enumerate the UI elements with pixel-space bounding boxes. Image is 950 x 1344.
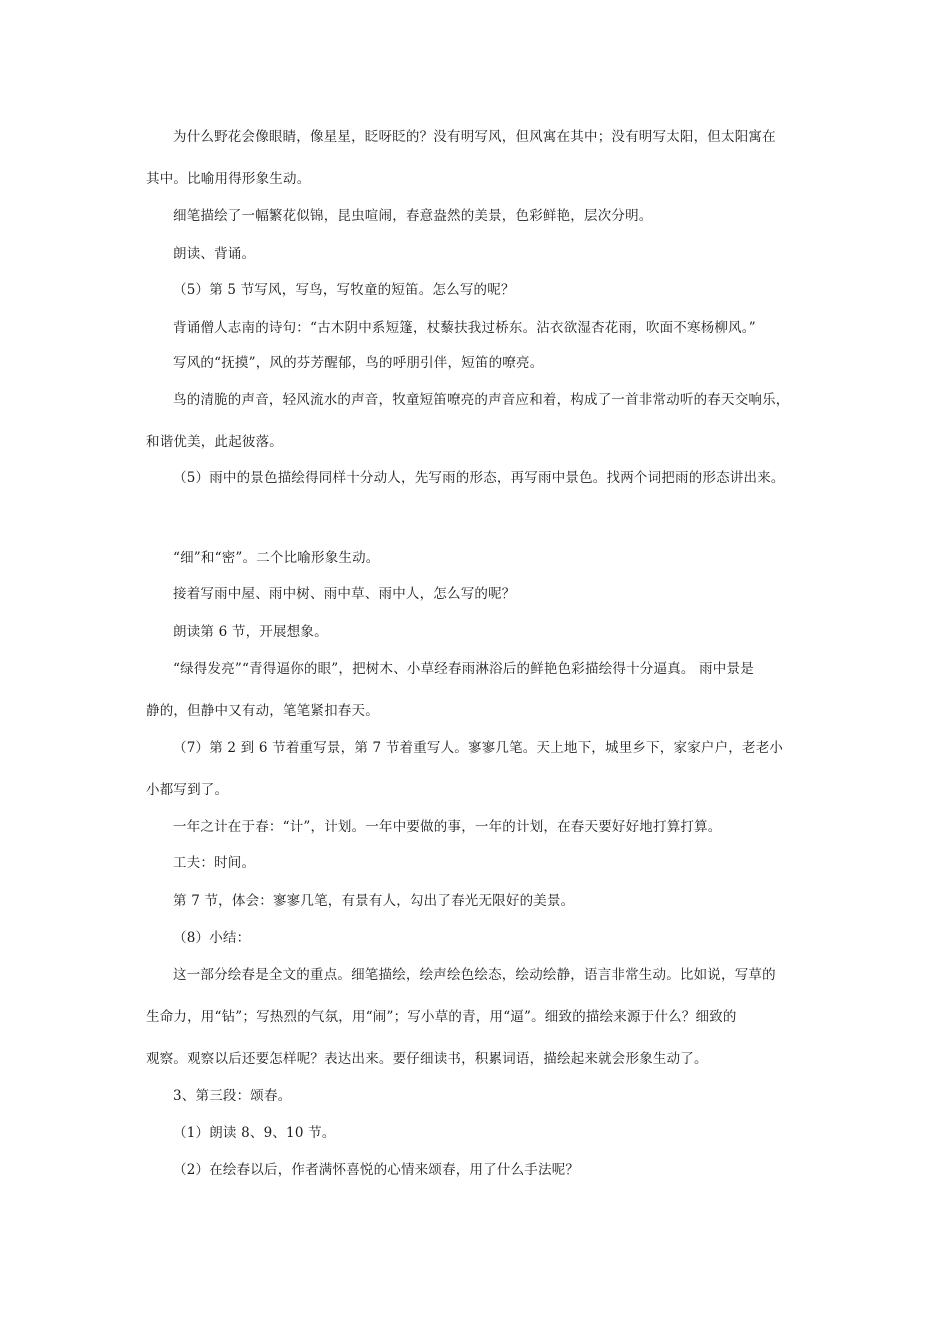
- paragraph-line: “细”和“密”。二个比喻形象生动。: [173, 550, 380, 566]
- paragraph-line: “绿得发亮”“青得逼你的眼”，把树木、小草经春雨淋浴后的鲜艳色彩描绘得十分逼真。 雨中景是: [173, 661, 754, 677]
- paragraph-line: 第 7 节，体会：寥寥几笔，有景有人，勾出了春光无限好的美景。: [173, 893, 575, 909]
- paragraph-line: 工夫：时间。: [173, 855, 256, 871]
- paragraph-line: 朗读第 6 节，开展想象。: [173, 624, 328, 640]
- paragraph-line: 静的，但静中又有动，笔笔紧扣春天。: [146, 703, 379, 719]
- paragraph-line: 接着写雨中屋、雨中树、雨中草、雨中人，怎么写的呢？: [173, 586, 516, 602]
- paragraph-line: 这一部分绘春是全文的重点。细笔描绘，绘声绘色绘态，绘动绘静，语言非常生动。比如说，写草的: [173, 967, 776, 983]
- paragraph-line: （7）第 2 到 6 节着重写景，第 7 节着重写人。寥寥几笔。天上地下，城里乡下，家家户户，老老小: [173, 740, 784, 756]
- paragraph-line: 鸟的清脆的声音，轻风流水的声音，牧童短笛嘹亮的声音应和着，构成了一首非常动听的春天交响乐，: [173, 392, 790, 408]
- paragraph-line: 其中。比喻用得形象生动。: [146, 171, 311, 187]
- paragraph-line: 一年之计在于春：“计”，计划。一年中要做的事，一年的计划，在春天要好好地打算打算。: [173, 819, 722, 835]
- paragraph-line: 观察。观察以后还要怎样呢？表达出来。要仔细读书，积累词语，描绘起来就会形象生动了。: [146, 1051, 708, 1067]
- paragraph-line: 写风的“抚摸”，风的芬芳醒郁，鸟的呼朋引伴，短笛的嘹亮。: [173, 355, 544, 371]
- paragraph-line: 细笔描绘了一幅繁花似锦，昆虫喧闹，春意盎然的美景，色彩鲜艳，层次分明。: [173, 208, 653, 224]
- paragraph-line: （1）朗读 8、9、10 节。: [173, 1125, 336, 1141]
- paragraph-line: 生命力，用“钻”；写热烈的气氛，用“闹”；写小草的青，用“逼”。细致的描绘来源于什么？细致的: [146, 1009, 737, 1025]
- paragraph-line: 为什么野花会像眼睛，像星星，眨呀眨的？没有明写风，但风寓在其中；没有明写太阳，但太阳寓在: [173, 129, 776, 145]
- paragraph-line: 朗读、背诵。: [173, 246, 256, 262]
- paragraph-line: （2）在绘春以后，作者满怀喜悦的心情来颂春，用了什么手法呢？: [173, 1162, 580, 1178]
- paragraph-line: 3、第三段：颂春。: [173, 1088, 292, 1104]
- paragraph-line: （8）小结：: [173, 930, 251, 946]
- paragraph-line: （5）第 5 节写风，写鸟，写牧童的短笛。怎么写的呢？: [173, 282, 515, 298]
- paragraph-line: 小都写到了。: [146, 782, 229, 798]
- paragraph-line: 背诵僧人志南的诗句：“古木阴中系短篷，杖藜扶我过桥东。沾衣欲湿杏花雨，吹面不寒杨柳风。”: [173, 320, 756, 336]
- paragraph-line: 和谐优美，此起彼落。: [146, 434, 283, 450]
- paragraph-line: （5）雨中的景色描绘得同样十分动人，先写雨的形态，再写雨中景色。找两个词把雨的形态讲出来。: [173, 470, 785, 486]
